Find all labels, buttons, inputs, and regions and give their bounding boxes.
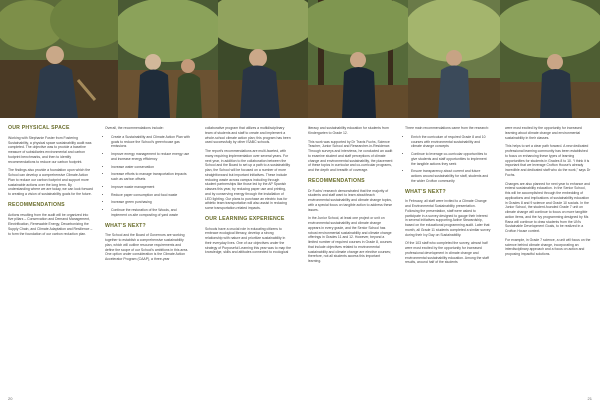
- heading-our-learning-experience: OUR LEARNING EXPERIENCE: [205, 215, 285, 222]
- page-number-left: 20: [8, 396, 13, 401]
- list-item: • Create a Sustainability and Climate Action Plan with goals to reduce the School’s greenhouse gas emissions: [111, 135, 191, 149]
- column-4: [308, 126, 394, 268]
- paragraph: The report’s recommendations are multi-faceted, with many requiring implementation over several years. For next year, in addition to the collaboration between the School and the Board to set up a path to a sustainability plan, the School will be focused on a number of more straightforward but important initiatives. These include reducing waste across campus including through student partnerships like those led by the AP Spanish classes this year, by reducing paper use and printing, and by conserving energy through the installation of LED lighting. Our plans to purchase an electric bus for athletic team transportation will also assist in reducing some transportation-related impacts.: [205, 149, 291, 210]
- heading-recommendations: RECOMMENDATIONS: [8, 201, 65, 208]
- paragraph: Dr Fuchs’ research demonstrated that the majority of students and staff want to learn about/teach environmental sustainability and climate change topics, with a special focus on tangible action to address these issues.: [308, 188, 393, 212]
- heading-our-physical-space: OUR PHYSICAL SPACE: [8, 125, 70, 131]
- list-item: • Improve waste management: [111, 185, 191, 190]
- list-item: • Continue the restoration of the Woods, and implement on-site composting of yard waste: [111, 208, 191, 218]
- list-item: • Increase efforts to manage transportation impacts such as carbon offsets: [111, 172, 191, 182]
- paragraph: This work was supported by Dr Travis Fuchs, Science Teacher, Junior School and Researcher-in-Residence. Through surveys and interviews, he conducted an audit to examine student and staff perceptions of climate change and environmental sustainability, the placement of these topics in curricular and co-curricular programs, and the depth and breadth of coverage.: [308, 139, 393, 172]
- column-2: [105, 126, 191, 266]
- column-5: [405, 126, 491, 269]
- column-3: [205, 126, 291, 259]
- list-item: • Enrich the curriculum of required Grade 8 and 10 courses with environmental sustainability and climate change concepts: [411, 135, 491, 149]
- paragraph: For example, in Grade 7 science, a unit will focus on the science behind climate change, incorporating an interdisciplinary approach and a focus on action and proposing impactful solutions.: [505, 237, 591, 256]
- paragraph: This helps to set a clear path forward. A new dedicated professional learning community has been established to focus on enhancing these types of learning opportunities for students in Grades 8 to 10. “I think it is important that we leverage Crofton House’s already incredible and dedicated staff who do the work,” says Dr Fuchs.: [505, 144, 591, 177]
- paragraph: In the Junior School, at least one project or unit on environmental sustainability and climate change appears in every grade, and the Senior School has robust environmental sustainability and climate change offerings in Grades 11 and 12. However, beyond a limited number of required courses in Grade 8, courses that include objectives related to environmental sustainability and climate change are elective courses; therefore, not all students access this important learning.: [308, 216, 392, 263]
- heading-recommendations: RECOMMENDATIONS: [308, 177, 365, 184]
- list-item: • Continue to leverage co-curricular opportunities to give students and staff opportunities to implement the tangible actions they seek: [411, 152, 491, 166]
- list-item: • Increase green purchasing: [111, 200, 191, 205]
- list-item: • Increase water conservation: [111, 165, 191, 170]
- paragraph: Of the 103 staff who completed the survey, almost half were most excited by the opportunity for increased professional development in climate change and environmental sustainability education. Among the staff results, around half of the students: [405, 241, 489, 265]
- photo-students-soil: [218, 0, 308, 118]
- paragraph: Overall, the recommendations include:: [105, 126, 164, 130]
- list-item: • Improve energy management to reduce energy use and increase energy efficiency: [111, 152, 191, 162]
- column-6: [505, 126, 591, 261]
- photo-greenhouse: [408, 0, 500, 118]
- paragraph: Three main recommendations came from the research:: [405, 126, 489, 130]
- column-1: [8, 126, 94, 240]
- page-number-right: 21: [587, 396, 592, 401]
- paragraph: collaborative program that utilizes a multidisciplinary team of students and staff to create and implement a whole-school climate action plan; this program has been used successfully by other ISABC schools.: [205, 126, 291, 145]
- paragraph: literacy and sustainability education for students from Kindergarten to Grade 12.: [308, 126, 389, 135]
- research-recommendation-list: [405, 135, 491, 184]
- photo-trees-planting: [308, 0, 408, 118]
- paragraph: Actions resulting from the audit will be organized into five pillars – Conservation and Demand Management, Electrification, Renewable Energy, Decarbonizing the Supply Chain, and Climate Adaptation and Resilience – to form the foundation of our carbon reduction plan.: [8, 212, 93, 236]
- heading-whats-next: WHAT’S NEXT?: [105, 222, 146, 229]
- recommendation-list: [105, 135, 191, 218]
- paragraph: The School and the Board of Governors are working together to establish a comprehensive sustainability plan, which will outline resource requirements and define the scope of our School’s ambitions in this area. One option under consideration is the Climate Action Accelerator Program (CAAP), a three-year: [105, 233, 189, 261]
- photo-compost: [500, 0, 600, 118]
- photo-garden-beds: [118, 0, 218, 118]
- photo-strip: [0, 0, 600, 118]
- heading-whats-next: WHAT’S NEXT?: [405, 188, 446, 195]
- paragraph: Schools have a crucial role in educating citizens to embrace ecological literacy, develop a strong relationship with nature and prioritize sustainability in their everyday lives. One of our objectives under the strategy of Purposeful Learning this year was to map the knowledge, skills and attitudes connected to ecological: [205, 226, 291, 255]
- paragraph: The findings also provide a foundation upon which the School can develop a comprehensive Climate Action Plan to reduce our carbon footprint and support more sustainable actions over the long term. By understanding where we are today, we can look forward to creating a vision of sustainability goals for the future.: [8, 168, 93, 196]
- photo-students-planting: [0, 0, 118, 118]
- paragraph: Working with Stephanie Foster from Fostering Sustainability, a physical space sustainability audit was completed. The objective was to provide a baseline measure of subsidiaries environmental and carbon footprint benchmarks, and then to identify recommendations to reduce our carbon footprint.: [8, 135, 92, 164]
- paragraph: In February, all staff were invited to a Climate Change and Environmental Sustainability presentation. Following the presentation, staff were asked to participate in a survey designed to gauge their interest in several initiatives supporting Active Stewardship, based on the educational programming audit. Later that month, all Grade 11 students completed a similar survey during their Ivy Day on Sustainability.: [405, 199, 491, 237]
- article-body: [0, 126, 600, 390]
- list-item: • Ensure transparency about current and future actions around sustainability for staff, students and the wider Crofton community: [411, 169, 491, 183]
- paragraph: were most excited by the opportunity for increased learning about climate change and environmental sustainability in their classes.: [505, 126, 582, 140]
- list-item: • Reduce paper consumption and food waste: [111, 193, 191, 198]
- paragraph: Changes are also planned for next year to enhance and extend sustainability education. In the Senior School, this will be accomplished through the embedding of applications and implications of sustainability education in Grades 8 and 9 science and Grade 10 socials. In the Junior School, the student-founded Grade 7 unit on climate change will continue to focus on more tangible action items, and the Ivy programming designed by Ms Rana will continue to draw students from the UN’s Sustainable Development Goals, to be realized in a Crofton House context.: [505, 181, 590, 233]
